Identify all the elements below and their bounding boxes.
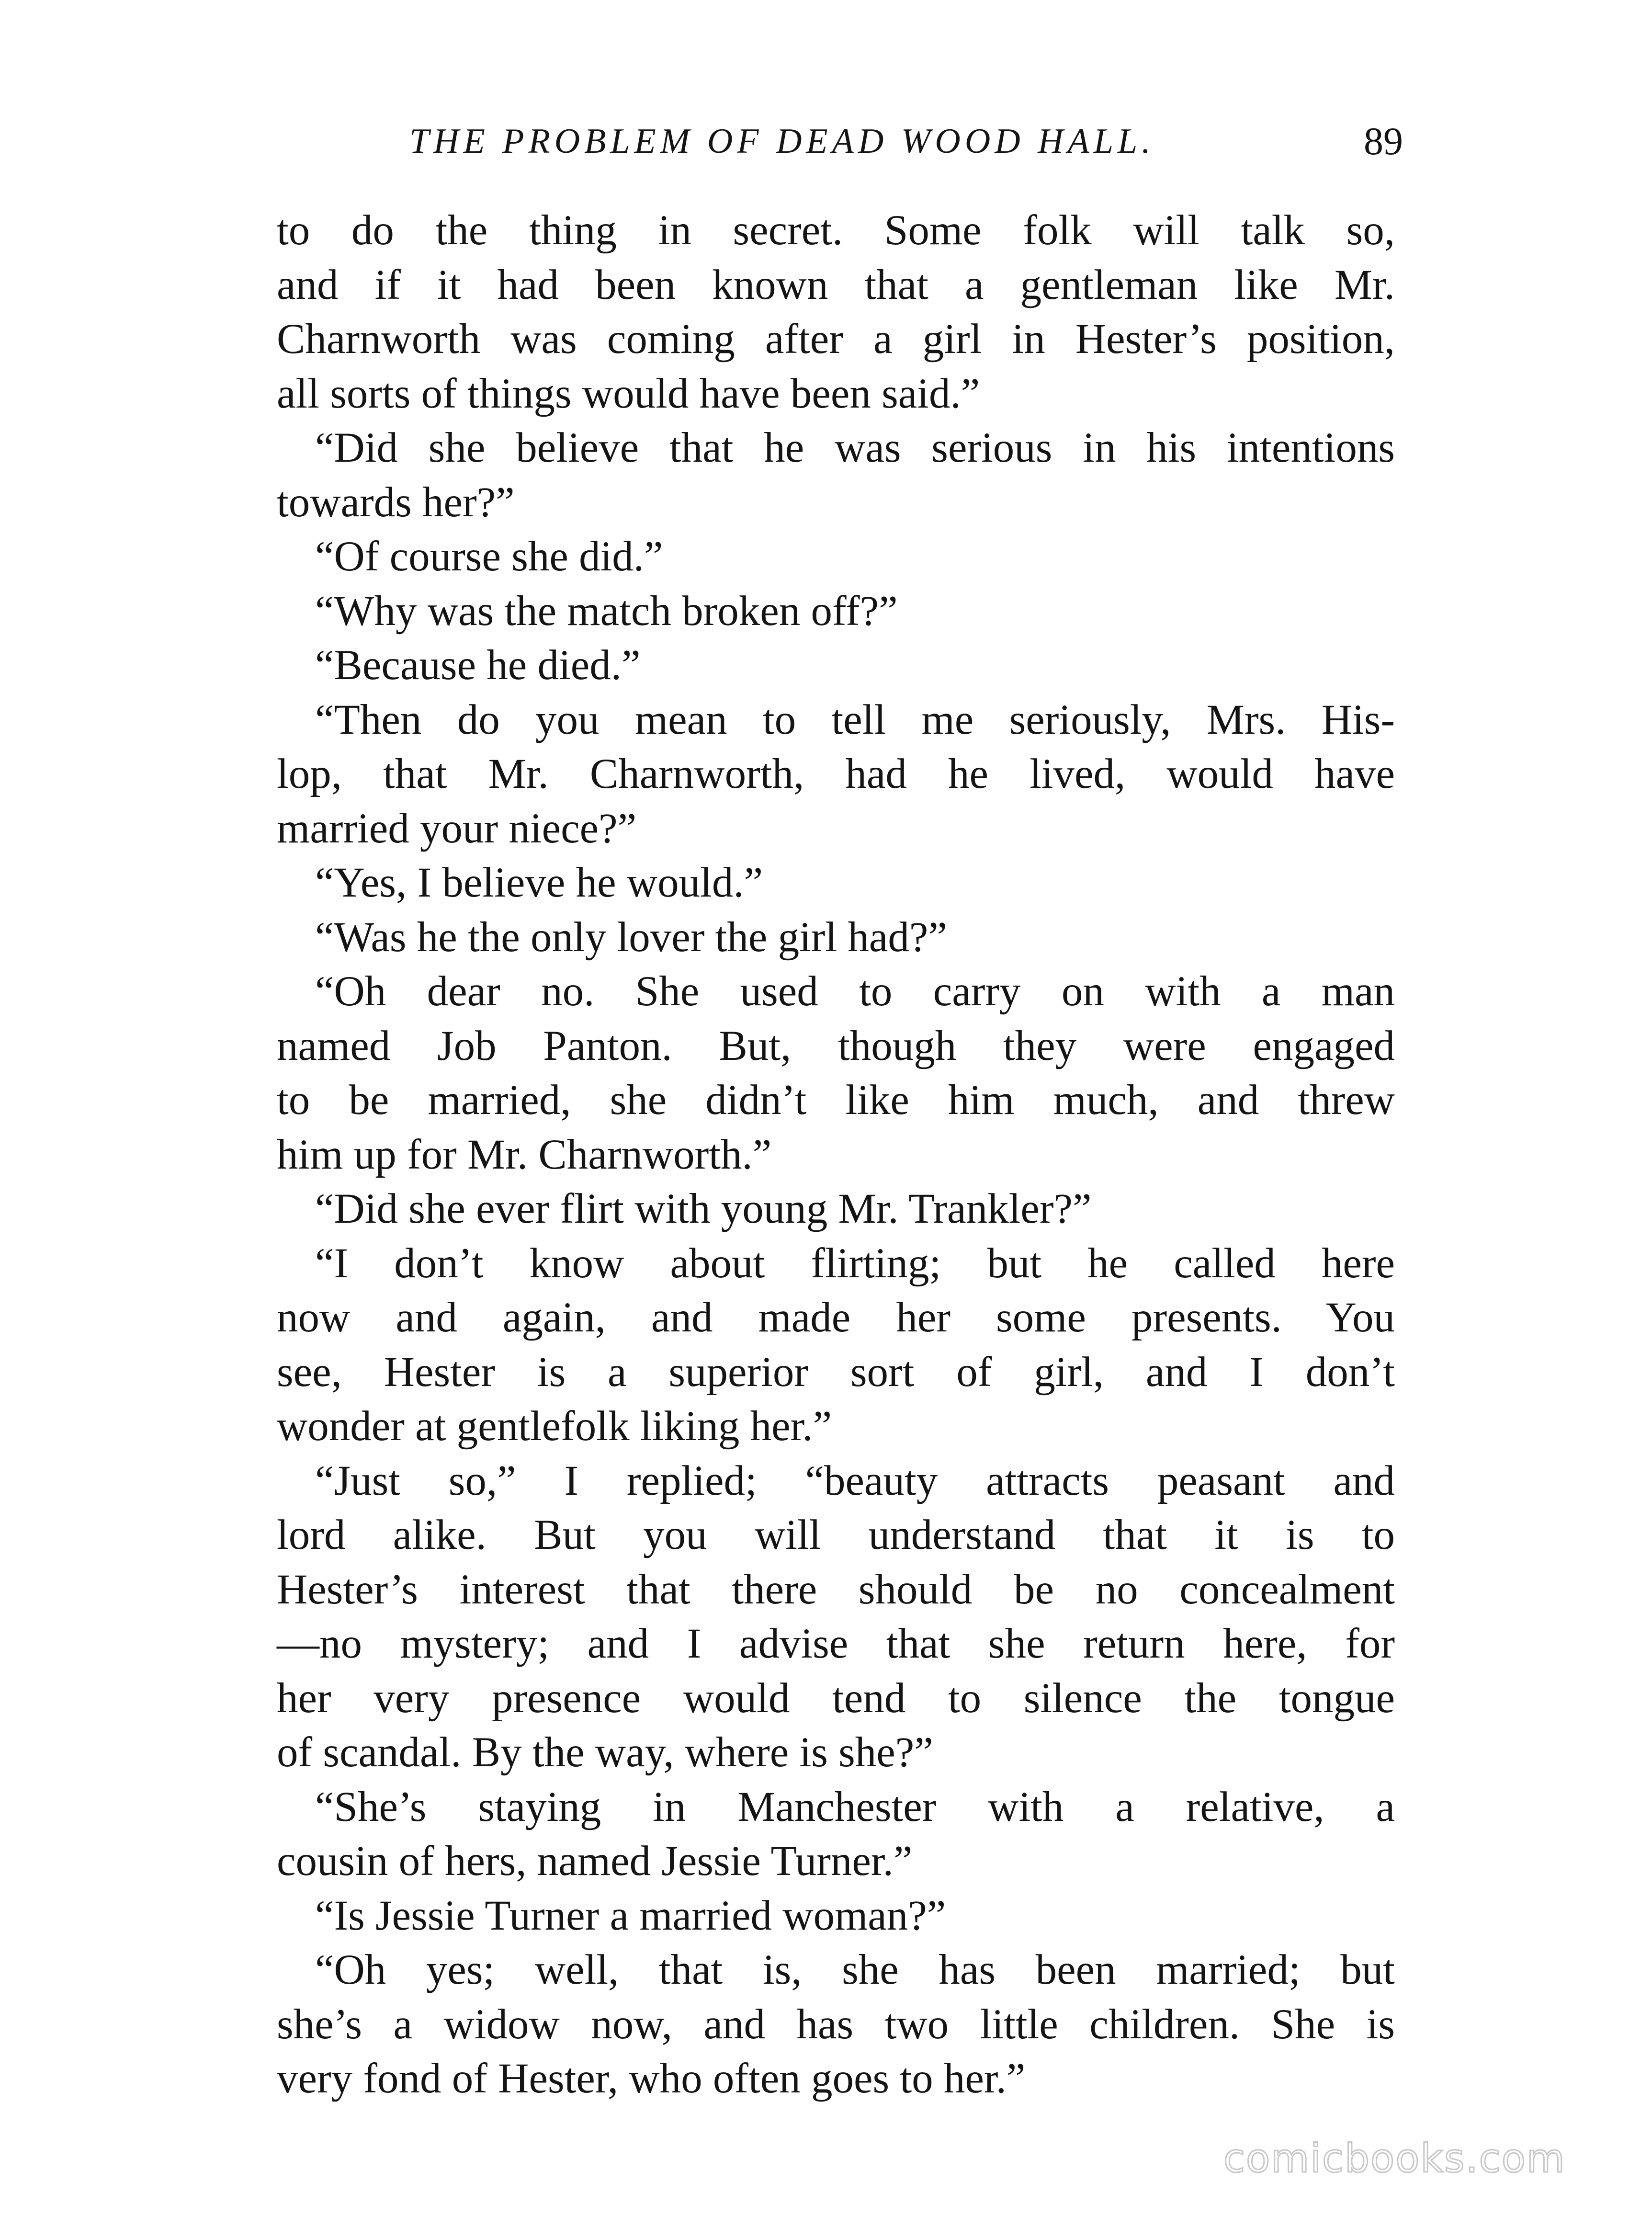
text-line: towards her?”	[277, 478, 515, 526]
text-line: see, Hester is a superior sort of girl, and I don’t	[277, 1348, 1395, 1396]
text-line: she’s a widow now, and has two little children. She is	[277, 2000, 1395, 2048]
text-line: “Oh dear no. She used to carry on with a man	[315, 968, 1395, 1015]
text-line: “Because he died.”	[315, 642, 641, 689]
text-line: all sorts of things would have been said.”	[277, 370, 980, 417]
text-line: lord alike. But you will understand that it is to	[277, 1511, 1395, 1558]
body-text	[277, 204, 1395, 2106]
text-line: Charnworth was coming after a girl in Hester’s position,	[277, 316, 1395, 363]
text-line: “Of course she did.”	[315, 533, 663, 580]
text-line: “Yes, I believe he would.”	[315, 859, 763, 906]
text-line: “Why was the match broken off?”	[315, 587, 898, 635]
text-line: “Did she ever flirt with young Mr. Trankler?”	[315, 1185, 1092, 1232]
text-line: married your niece?”	[277, 805, 637, 852]
text-line: and if it had been known that a gentleman like Mr.	[277, 261, 1395, 308]
text-line: “Was he the only lover the girl had?”	[315, 913, 947, 961]
text-line: “Did she believe that he was serious in his intentions	[315, 424, 1395, 471]
source-watermark: comicbooks.com	[1223, 2136, 1566, 2182]
text-line: lop, that Mr. Charnworth, had he lived, would have	[277, 750, 1395, 797]
text-line: “Then do you mean to tell me seriously, Mrs. His-	[315, 696, 1395, 743]
text-line: —no mystery; and I advise that she return here, for	[277, 1620, 1395, 1667]
text-line: Hester’s interest that there should be no concealment	[277, 1566, 1395, 1613]
text-line: cousin of hers, named Jessie Turner.”	[277, 1838, 913, 1885]
text-line: to do the thing in secret. Some folk will talk so,	[277, 207, 1395, 254]
text-line: very fond of Hester, who often goes to her.”	[277, 2055, 1026, 2102]
text-line: wonder at gentlefolk liking her.”	[277, 1403, 832, 1450]
text-line: “She’s staying in Manchester with a relative, a	[315, 1783, 1395, 1830]
text-line: her very presence would tend to silence the tongue	[277, 1674, 1395, 1722]
text-line: of scandal. By the way, where is she?”	[277, 1729, 933, 1776]
text-line: to be married, she didn’t like him much, and threw	[277, 1077, 1395, 1124]
running-head	[278, 113, 1403, 170]
text-line: “I don’t know about flirting; but he called here	[315, 1239, 1395, 1287]
text-line: “Oh yes; well, that is, she has been married; but	[315, 1946, 1395, 1993]
text-line: him up for Mr. Charnworth.”	[277, 1131, 772, 1178]
page-number: 89	[1364, 119, 1403, 163]
text-line: now and again, and made her some presents. You	[277, 1294, 1395, 1341]
text-line: “Is Jessie Turner a married woman?”	[315, 1892, 946, 1939]
text-line: named Job Panton. But, though they were engaged	[277, 1022, 1395, 1069]
running-title: THE PROBLEM OF DEAD WOOD HALL.	[409, 122, 1155, 161]
text-line: “Just so,” I replied; “beauty attracts peasant and	[315, 1457, 1395, 1504]
